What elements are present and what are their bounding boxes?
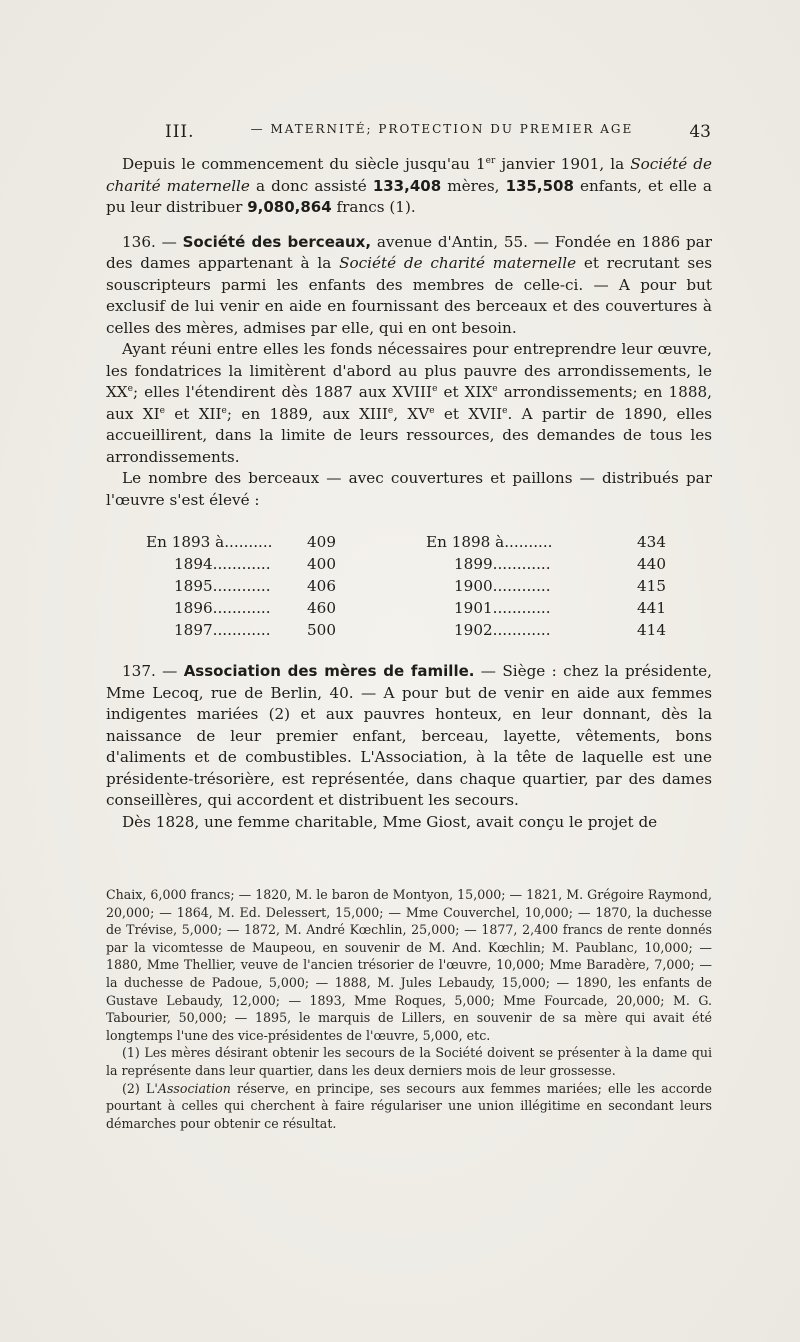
table-row: 1895............ 406	[174, 577, 336, 595]
footnote-continuation: Chaix, 6,000 francs; — 1820, M. le baron de Montyon, 15,000; — 1821, M. Grégoire Raymond, 20,000; — 1864, M. Ed. Delessert, 15,000; — Mme Couverchel, 10,000; — 1870, la duchesse de Trévise, 5,000; — 1872, M. André Kœchlin, 25,000; — 1877, 2,400 francs de rente donnés par la vicomtesse de Maupeou, en souvenir de M. And. Kœchlin; M. Paublanc, 10,000; — 1880, Mme Thellier, veuve de l'ancien trésorier de l'œuvre, 10,000; Mme Baradère, 7,000; — la duchesse de Padoue, 5,000; — 1888, M. Jules Lebaudy, 15,000; — 1890, les enfants de Gustave Lebaudy, 12,000; — 1893, Mme Roques, 5,000; Mme Fourcade, 20,000; M. G. Tabourier, 50,000; — 1895, le marquis de Lillers, en souvenir de sa mère qui avait été longtemps l'une des vice-présidentes de l'œuvre, 5,000, etc.	[106, 887, 712, 1043]
chapter-title: — MATERNITÉ; PROTECTION DU PREMIER AGE	[250, 122, 634, 136]
main-text	[106, 154, 712, 833]
table-row: En 1898 à.......... 434	[426, 533, 666, 551]
children-count: 135,508	[505, 176, 574, 195]
chapter-number: III.	[165, 122, 195, 142]
table-row: 1901............ 441	[454, 599, 666, 617]
mothers-count: 133,408	[372, 176, 442, 195]
table-row: 1902............ 414	[454, 621, 666, 639]
footnote-2: (2) L'Association réserve, en principe, ses secours aux femmes mariées; elle les accorde pourtant à celles qui cherchent à faire régulariser une union illégitime en secondant leurs démarches pour obtenir ce résultat.	[106, 1080, 712, 1131]
running-header	[165, 122, 711, 142]
cradles-table-right	[426, 531, 666, 641]
table-row: 1896............ 460	[174, 599, 336, 617]
section-137-history: Dès 1828, une femme charitable, Mme Giost, avait conçu le projet de	[122, 812, 658, 831]
table-row: 1899............ 440	[454, 555, 666, 573]
page-number: 43	[689, 122, 711, 142]
table-row: 1894............ 400	[174, 555, 336, 573]
footnotes	[106, 886, 712, 1132]
section-136-paragraph: 136. — Société des berceaux, avenue d'Antin, 55. — Fondée en 1886 par des dames appartenant à la Société de charité maternelle et recrutant ses souscripteurs parmi les enfants des membres de celle-ci. — A pour but exclusif de lui venir en aide en fournissant des berceaux et des couvertures à celles des mères, admises par elle, qui en ont besoin.	[106, 232, 712, 337]
section-136-history: Ayant réuni entre elles les fonds nécessaires pour entreprendre leur œuvre, les fondatrices la limitèrent d'abord au plus pauvre des arrondissements, le XXe; elles l'étendirent dès 1887 aux XVIIIe et XIXe arrondissements; en 1888, aux XIe et XIIe; en 1889, aux XIIIe, XVe et XVIIe. A partir de 1890, elles accueillirent, dans la limite de leurs ressources, des demandes de tous les arrondissements.	[106, 340, 713, 466]
section-137-title: Association des mères de famille.	[183, 662, 475, 680]
francs-total: 9,080,864	[247, 198, 332, 216]
table-row: 1900............ 415	[454, 577, 666, 595]
cradles-table-left	[146, 531, 336, 641]
table-row: 1897............ 500	[174, 621, 336, 639]
intro-paragraph: Depuis le commencement du siècle jusqu'au 1er janvier 1901, la Société de charité maternelle a donc assisté 133,408 mères, 135,508 enfants, et elle a pu leur distribuer 9,080,864 francs (1).	[106, 155, 713, 216]
table-row: En 1893 à.......... 409	[146, 533, 336, 551]
section-136-count-intro: Le nombre des berceaux — avec couvertures et paillons — distribués par l'œuvre s'est élevé :	[106, 469, 712, 509]
section-136-title: Société des berceaux,	[182, 232, 372, 251]
cradles-table	[106, 531, 712, 643]
footnote-1: (1) Les mères désirant obtenir les secours de la Société doivent se présenter à la dame qui la représente dans leur quartier, dans les deux derniers mois de leur grossesse.	[106, 1045, 712, 1078]
section-137-paragraph: 137. — Association des mères de famille. — Siège : chez la présidente, Mme Lecoq, rue de Berlin, 40. — A pour but de venir en aide aux femmes indigentes mariées (2) et aux pauvres honteux, en leur donnant, dès la naissance de leur premier enfant, berceau, layette, vêtements, bons d'aliments et de combustibles. L'Association, à la tête de laquelle est une présidente-trésorière, est représentée, dans chaque quartier, par des dames conseillères, qui accordent et distribuent les secours.	[106, 662, 712, 809]
